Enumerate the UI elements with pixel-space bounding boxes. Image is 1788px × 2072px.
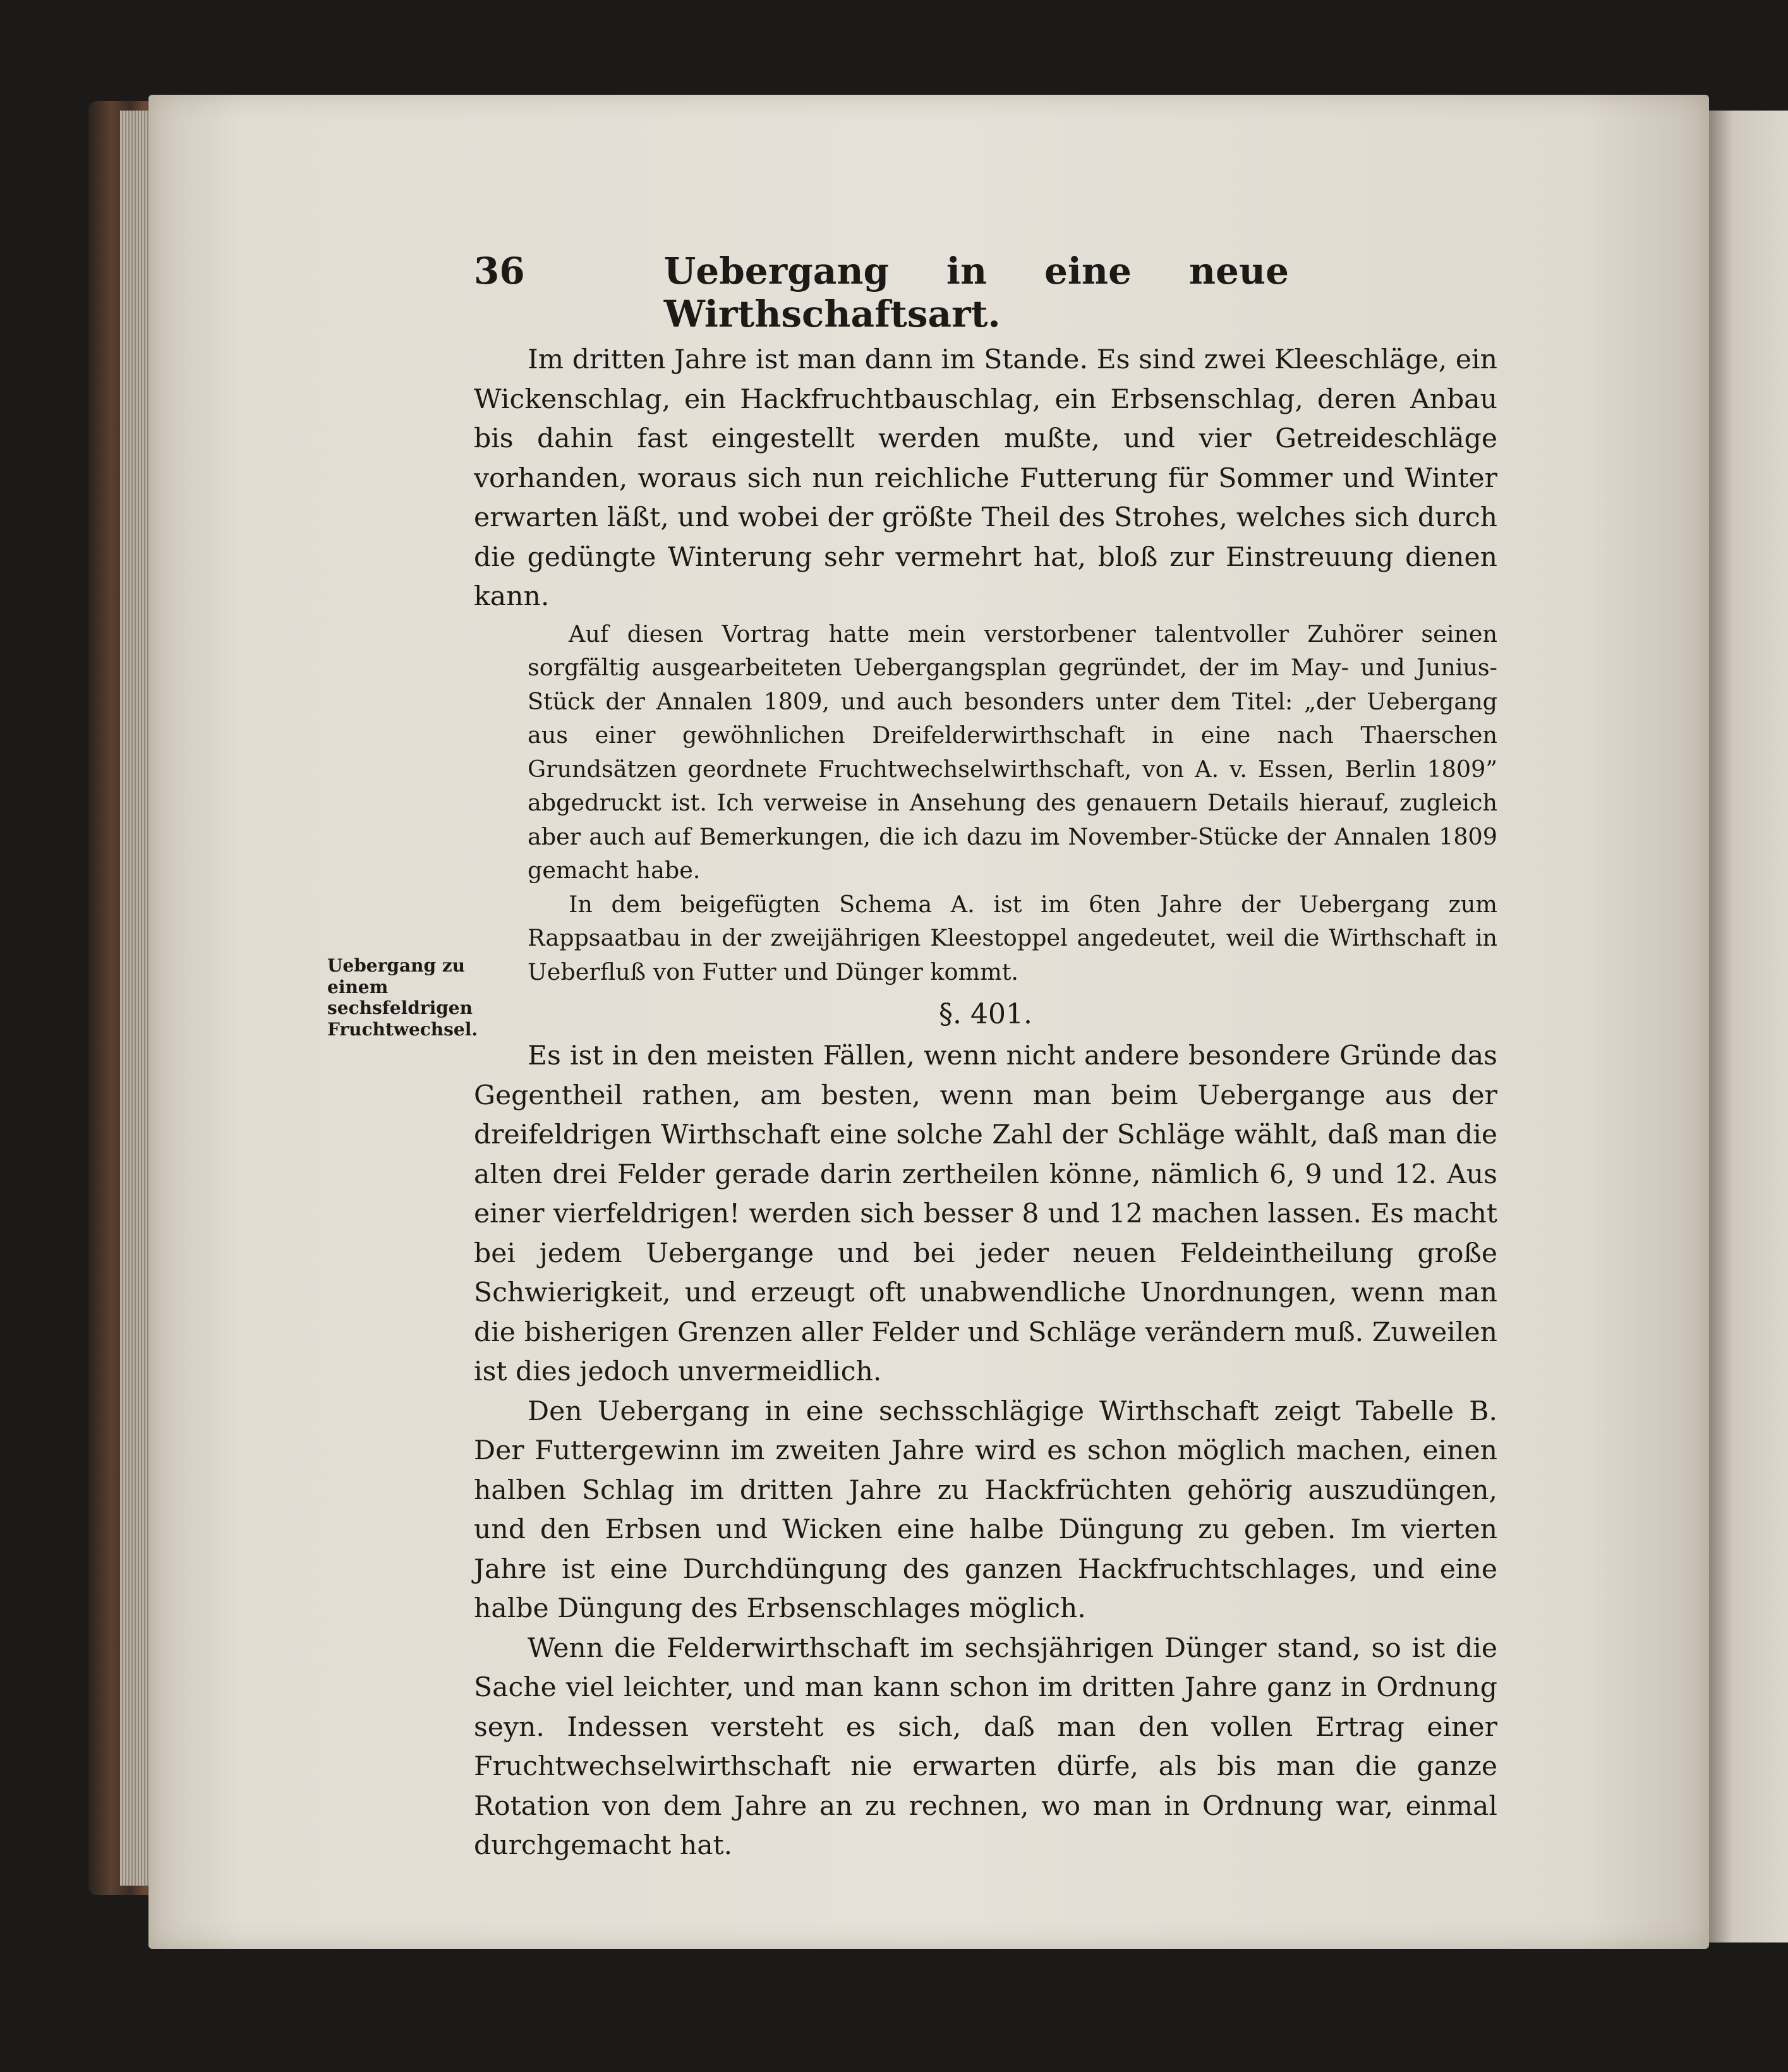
page-content <box>474 250 1497 1866</box>
footnote-block <box>474 617 1497 989</box>
note-1: Auf diesen Vortrag hatte mein verstorbener talentvoller Zuhörer seinen sorgfältig ausgearbeiteten Uebergangsplan gegründet, der im May- und Junius-Stück der Annalen 1809, und auch besonders unter dem Titel: „der Uebergang aus einer gewöhnlichen Dreifelderwirthschaft in eine nach Thaerschen Grundsätzen geordnete Fruchtwechselwirthschaft, von A. v. Essen, Berlin 1809” abgedruckt ist. Ich verweise in Ansehung des genauern Details hierauf, zugleich aber auch auf Bemerkungen, die ich dazu im November-Stücke der Annalen 1809 gemacht habe. <box>528 620 1497 884</box>
marginal-note: Uebergang zu einem sechsfeldrigen Fruchtwechsel. <box>327 955 478 1040</box>
paragraph-2: Es ist in den meisten Fällen, wenn nicht andere besondere Gründe das Gegentheil rathen, am besten, wenn man beim Uebergange aus der dreifeldrigen Wirthschaft eine solche Zahl der Schläge wählt, daß man die alten drei Felder gerade darin zertheilen könne, nämlich 6, 9 und 12. Aus einer vierfeldrigen! werden sich besser 8 und 12 machen lassen. Es macht bei jedem Uebergange und bei jeder neuen Feldeintheilung große Schwierigkeit, und erzeugt oft unabwendliche Unordnungen, wenn man die bisherigen Grenzen aller Felder und Schläge verändern muß. Zuweilen ist dies jedoch unvermeidlich. <box>474 1040 1497 1387</box>
running-header <box>474 250 1289 335</box>
paragraph-4: Wenn die Felderwirthschaft im sechsjährigen Dünger stand, so ist die Sache viel leichter, und man kann schon im dritten Jahre ganz in Ordnung seyn. Indessen versteht es sich, daß man den vollen Ertrag einer Fruchtwechselwirthschaft nie erwarten dürfe, als bis man die ganze Rotation von dem Jahre an zu rechnen, wo man in Ordnung war, einmal durchgemacht hat. <box>474 1632 1497 1861</box>
facing-page-edge <box>1709 111 1788 1942</box>
running-title: Uebergang in eine neue Wirthschaftsart. <box>663 250 1289 335</box>
paragraph-1: Im dritten Jahre ist man dann im Stande. Es sind zwei Kleeschläge, ein Wickenschlag, ein Hackfruchtbauschlag, ein Erbsenschlag, deren Anbau bis dahin fast eingestellt werden mußte, und vier Getreideschläge vorhanden, woraus sich nun reichliche Futterung für Sommer und Winter erwarten läßt, und wobei der größte Theil des Strohes, welches sich durch die gedüngte Winterung sehr vermehrt hat, bloß zur Einstreuung dienen kann. <box>474 344 1497 612</box>
section-mark: §. 401. <box>939 998 1032 1030</box>
page-number: 36 <box>474 250 525 292</box>
note-2: In dem beigefügten Schema A. ist im 6ten Jahre der Uebergang zum Rappsaatbau in der zweijährigen Kleestoppel angedeutet, weil die Wirthschaft in Ueberfluß von Futter und Dünger kommt. <box>528 890 1497 985</box>
paragraph-3: Den Uebergang in eine sechsschlägige Wirthschaft zeigt Tabelle B. Der Futtergewinn im zweiten Jahre wird es schon möglich machen, einen halben Schlag im dritten Jahre zu Hackfrüchten gehörig auszudüngen, und den Erbsen und Wicken eine halbe Düngung zu geben. Im vierten Jahre ist eine Durchdüngung des ganzen Hackfruchtschlages, und eine halbe Düngung des Erbsenschlages möglich. <box>474 1395 1497 1624</box>
